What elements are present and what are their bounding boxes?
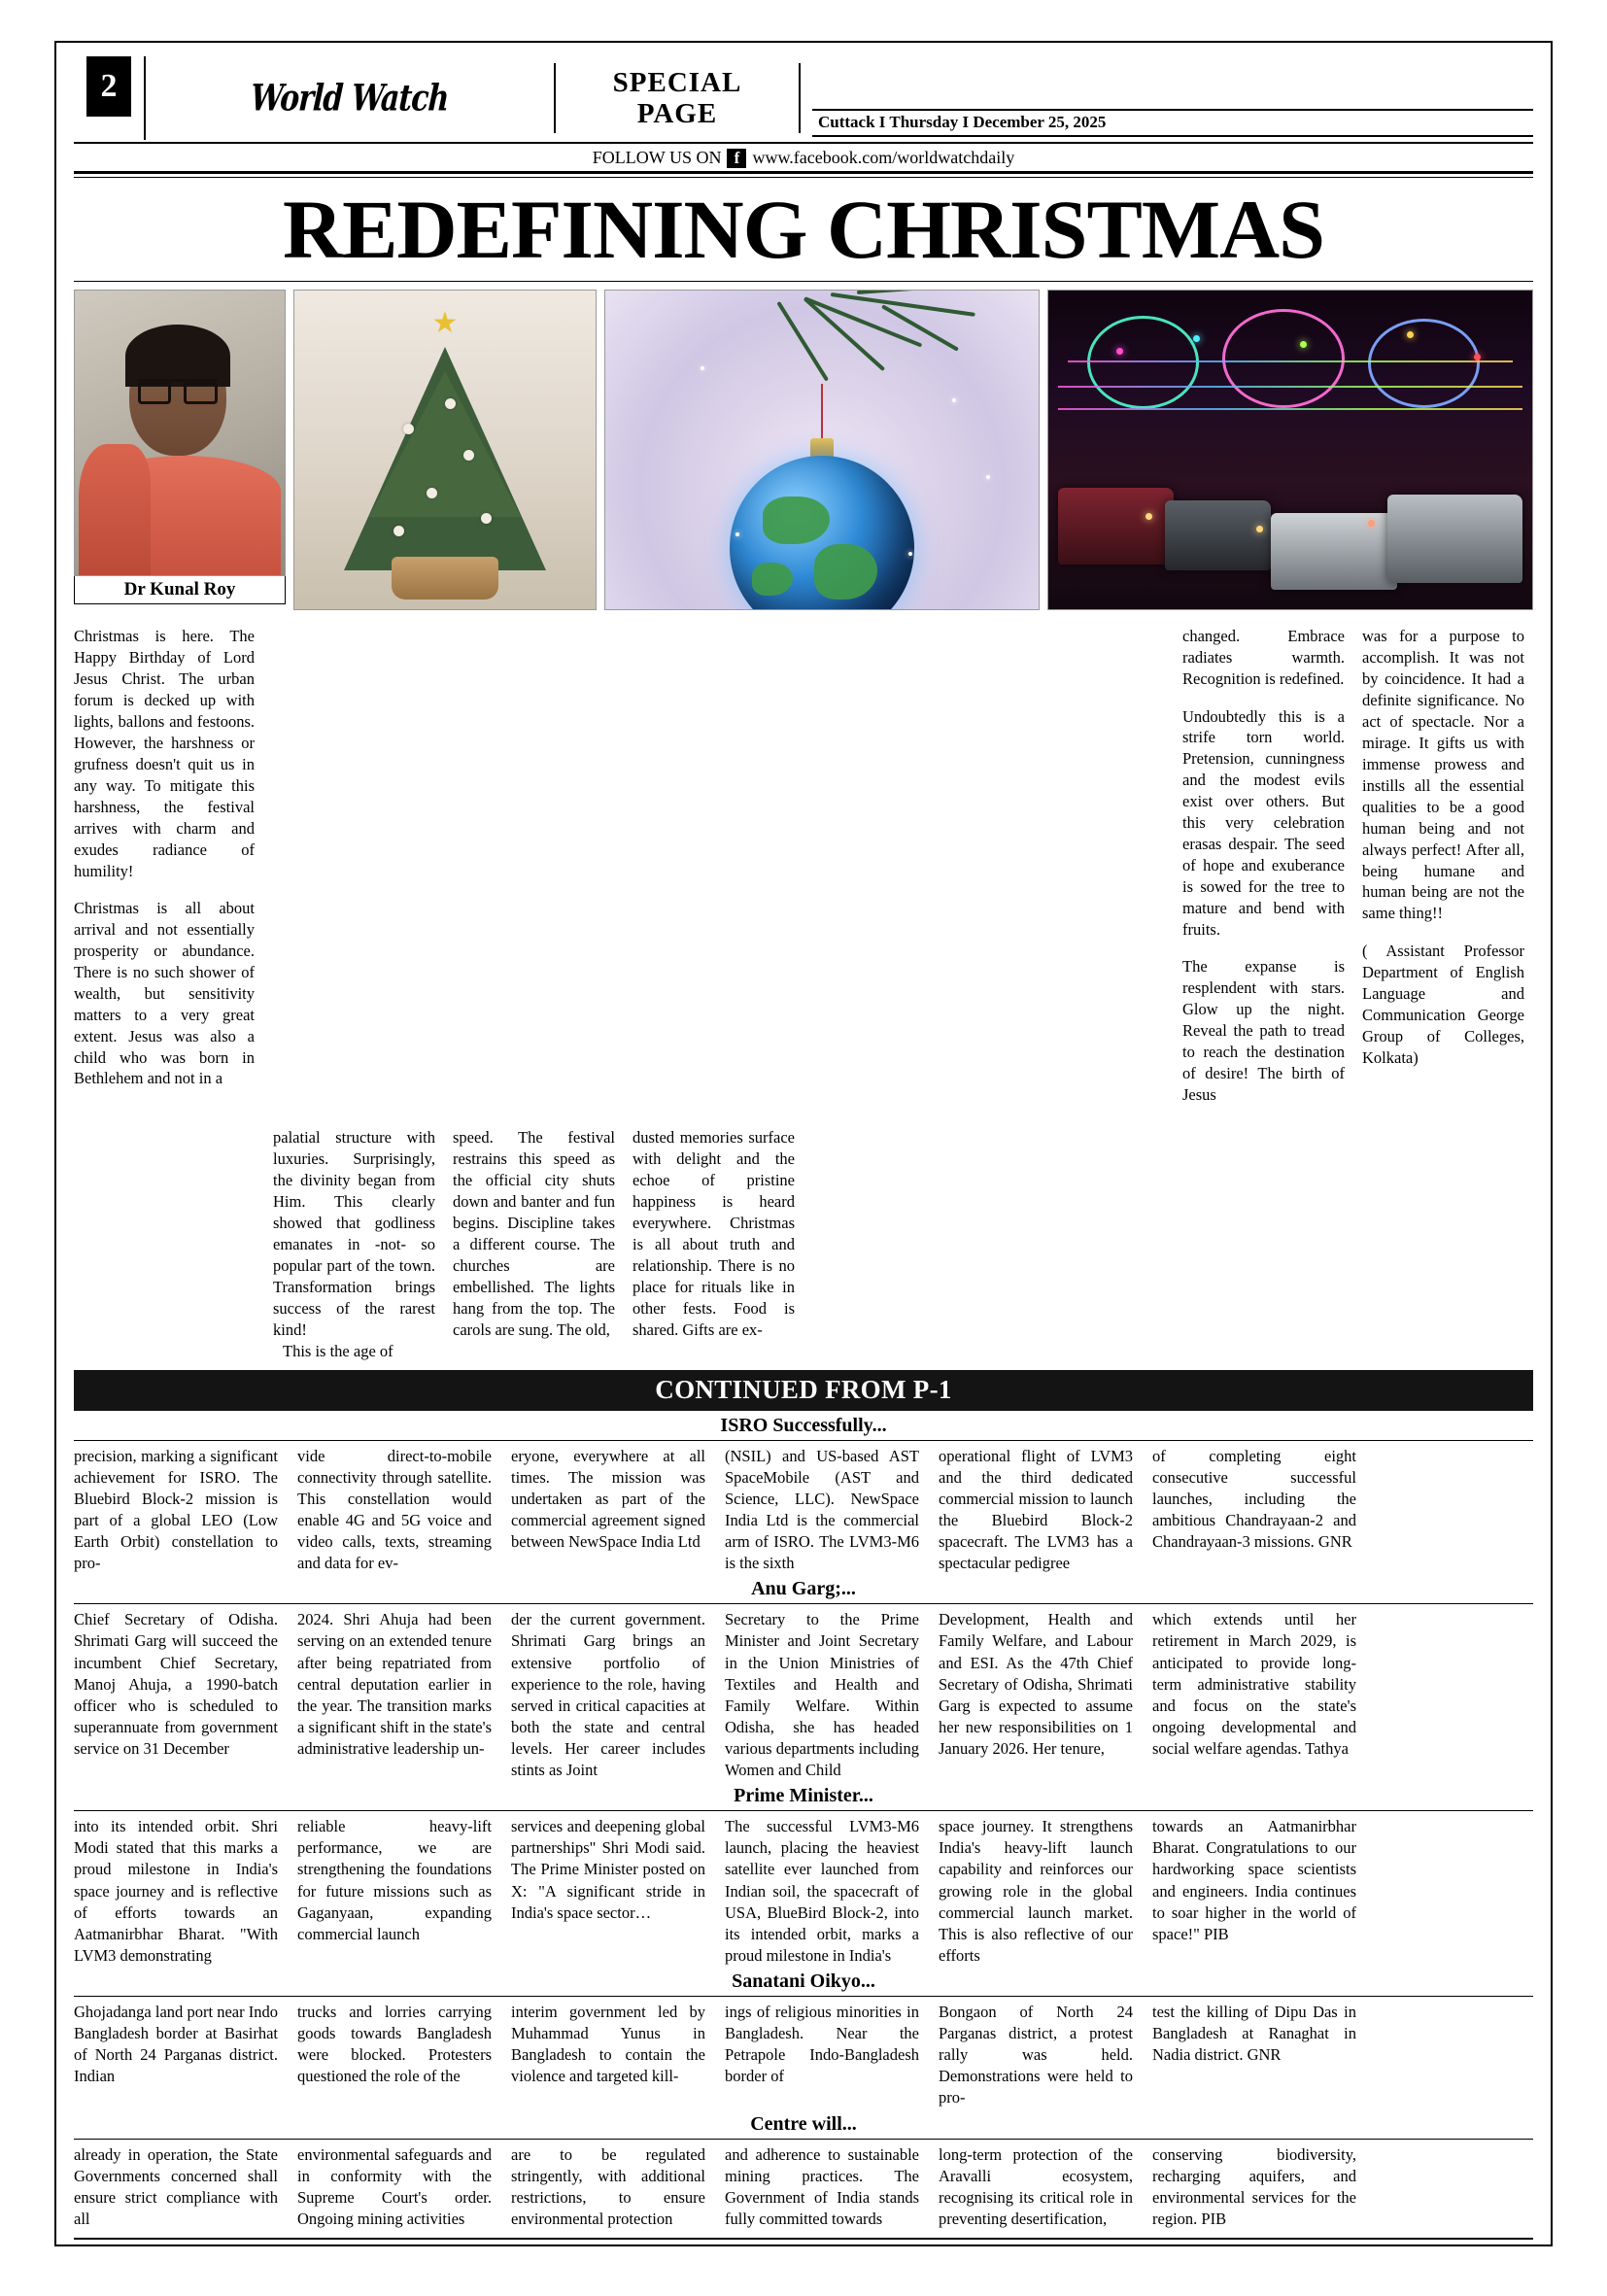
author-credit: ( Assistant Professor Department of English Language and Communication George Group of Colleges, Kolkata) [1362,941,1524,1067]
lead-col1-para2: Christmas is all about arrival and not essentially prosperity or abundance. There is no such shower of wealth, but sensitivity matters to a very great extent. Jesus was also a child who was born in Bethlehem and not in a [74,898,255,1088]
lead-col2-para2: This is the age of [283,1341,393,1360]
lead-col5-para2: Undoubtedly this is a strife torn world. Pretension, cunningness and the modest evils exist over others. But this very celebration erasas despair. The seed of hope and exuberance is sowed for the tree to mature and bend with fruits. [1182,706,1345,939]
masthead-right [144,56,1533,140]
story-centre-col6: conserving biodiversity, recharging aquifers, and environmental services for the region. PIB [1152,2144,1356,2228]
facebook-url[interactable]: www.facebook.com/worldwatchdaily [752,148,1015,167]
christmas-tree-photo [293,290,597,610]
story-pm-col6: towards an Aatmanirbhar Bharat. Congratulations to our hardworking space scientists and engineers. India continues to soar higher in the world of space!" PIB [1152,1817,1356,1943]
lead-col6-para1: was for a purpose to accomplish. It was not by coincidence. It had a definite significance. No act of spectacle. Nor a mirage. It gifts us with immense prowess and instills all the essential qualities to be a good human being and not always perfect! After all, being humane and human being are not the same thing!! [1362,627,1524,923]
lead-col4-para1: dusted memories surface with delight and the echoe of pristine happiness is heard everywhere. Christmas is all about truth and relationship. There is no place for rituals like in other fests. Food is shared. Gifts are ex- [633,1128,795,1339]
story-isro-col4: (NSIL) and US-based AST SpaceMobile (AST and Science, LLC). NewSpace India Ltd is the commercial arm of ISRO. The LVM3-M6 is the sixth [725,1446,919,1573]
story-pm-col5: space journey. It strengthens India's heavy-lift launch capability and reinforces our growing role in the global commercial launch market. This is also reflective of our efforts [939,1817,1133,1965]
page-number: 2 [86,56,131,117]
story-sanatani-col1: Ghojadanga land port near Indo Bangladesh border at Basirhat of North 24 Parganas district. Indian [74,2003,278,2086]
story-centre-col5: long-term protection of the Aravalli ecosystem, recognising its critical role in preventing desertification, [939,2144,1133,2228]
lead-col-6 [1353,610,1533,1122]
continued-banner: CONTINUED FROM P-1 [74,1370,1533,1411]
story-pm-col1: into its intended orbit. Shri Modi stated that this marks a proud milestone in India's space journey and is reflective of efforts towards an Aatmanirbhar Bharat. "With LVM3 demonstrating [74,1817,278,1965]
story-isro [74,1440,1533,1575]
lead-col-4 [624,1127,804,1361]
lead-right-columns [1174,610,1533,1122]
story-head-centre: Centre will... [750,2112,857,2135]
facebook-icon[interactable]: f [727,149,746,168]
lead-col5-para3: The expanse is resplendent with stars. Glow up the night. Reveal the path to tread to reach the destination of desire! The birth of Jesus [1182,957,1345,1104]
lead-lower-col-1 [74,1127,264,1361]
story-anu-col4: Secretary to the Prime Minister and Joint Secretary in the Union Ministries of Textiles and Health and Family Welfare. Within Odisha, she has headed various departments including Women and Child [725,1610,919,1780]
masthead [74,56,1533,140]
lead-col-1 [74,610,264,1122]
story-anu-col1: Chief Secretary of Odisha. Shrimati Garg will succeed the incumbent Chief Secretary, Manoj Ahuja, a 1990-batch officer who is scheduled to superannuate from government service on 31 December [74,1610,278,1759]
story-anu-garg [74,1603,1533,1781]
story-anu-col6: which extends until her retirement in March 2029, is anticipated to provide long-term administrative stability and focus on the state's ongoing developmental and social welfare agendas. Tathya [1152,1610,1356,1759]
brand-logo [146,77,554,120]
special-label-line1: SPECIAL [612,66,742,98]
story-isro-col5: operational flight of LVM3 and the third dedicated commercial mission to launch the Bluebird Block-2 spacecraft. The LVM3 has a spectacular pedigree [939,1446,1133,1573]
story-prime-minister [74,1810,1533,1967]
story-isro-col2: vide direct-to-mobile connectivity through satellite. This constellation would enable 4G and 5G voice and video calls, texts, streaming and data for ev- [297,1446,492,1573]
story-sanatani [74,1996,1533,2109]
story-sanatani-col5: Bongaon of North 24 Parganas district, a protest rally was held. Demonstrations were held to pro- [939,2003,1133,2108]
author-caption: Dr Kunal Roy [74,575,286,604]
follow-line [74,144,1533,171]
story-head-isro: ISRO Successfully... [720,1414,887,1436]
story-sanatani-col4: ings of religious minorities in Bangladesh. Near the Petrapole Indo-Bangladesh border of [725,2003,919,2086]
story-centre-col1: already in operation, the State Governments concerned shall ensure strict compliance with all [74,2144,278,2228]
special-label-line2: PAGE [636,98,718,129]
lead-story-lower [74,1127,1533,1361]
star-icon: ★ [431,306,459,339]
photo-row [74,290,1533,610]
lead-col-3 [444,1127,624,1361]
dateline-block [801,53,1533,143]
story-pm-col3: services and deepening global partnerships" Shri Modi said. The Prime Minister posted on X: "A significant stride in India's space sector… [511,1817,705,1922]
story-head-sanatani: Sanatani Oikyo... [732,1970,875,1993]
lead-col2-para1: palatial structure with luxuries. Surprisingly, the divinity began from Him. This clearly showed that godliness emanates in -not- so popular part of the town. Transformation brings success of the rarest kind! [273,1128,435,1339]
lead-lower-col-6 [983,1127,1163,1361]
street-lights-photo [1047,290,1533,610]
story-sanatani-col3: interim government led by Muhammad Yunus in Bangladesh to contain the violence and targeted kill- [511,2003,705,2086]
story-head-prime-minister: Prime Minister... [734,1785,873,1807]
author-photo [74,290,286,576]
dateline: Cuttack I Thursday I December 25, 2025 [812,109,1533,137]
lead-story-top [74,610,1533,1122]
lead-col-5 [1174,610,1353,1122]
lead-lower-col-5 [804,1127,983,1361]
brand-name: World Watch [250,77,450,120]
story-anu-col3: der the current government. Shrimati Garg brings an extensive portfolio of experience to the role, having served in critical capacities at both the state and central levels. Her career includes stints as Joint [511,1610,705,1780]
story-anu-col2: 2024. Shri Ahuja had been serving on an extended tenure after being repatriated from central deputation earlier in the year. The transition marks a significant shift in the state's administrative leadership un- [297,1610,492,1759]
story-centre-col4: and adherence to sustainable mining practices. The Government of India stands fully committed towards [725,2144,919,2228]
story-anu-col5: Development, Health and Family Welfare, and Labour and ESI. As the 47th Chief Secretary of Odisha, Shrimati Garg is expected to assume her new responsibilities on 1 January 2026. Her tenure, [939,1610,1133,1759]
story-centre-col2: environmental safeguards and in conformity with the Supreme Court's order. Ongoing mining activities [297,2144,492,2228]
page-title: REDEFINING CHRISTMAS [283,183,1324,276]
story-isro-col6: of completing eight consecutive successful launches, including the ambitious Chandrayaan-2 and Chandrayaan-3 missions. GNR [1152,1446,1356,1552]
lead-col5-para1: changed. Embrace radiates warmth. Recognition is redefined. [1182,627,1345,689]
lead-col3-para1: speed. The festival restrains this speed as the official city shuts down and banter and fun begins. Discipline takes a different course. The churches are embellished. The lights hang from the top. The carols are sung. The old, [453,1128,615,1339]
newspaper-page [54,41,1553,2246]
author-photo-block [74,290,286,610]
special-page-label [554,63,801,134]
story-sanatani-col6: test the killing of Dipu Das in Bangladesh at Ranaghat in Nadia district. GNR [1152,2003,1356,2065]
lead-col1-para1: Christmas is here. The Happy Birthday of Lord Jesus Christ. The urban forum is decked up with lights, ballons and festoons. However, the harshness or grufness doesn't quit us in any way. To mitigate this harshness, the festival arrives with charm and exudes radiance of humility! [74,627,255,880]
follow-label: FOLLOW US ON [592,148,722,167]
ornament-globe-photo [604,290,1040,610]
story-head-anu-garg: Anu Garg;... [751,1578,856,1600]
lead-col-2 [264,1127,444,1361]
page-number-block [74,56,144,140]
story-centre-col3: are to be regulated stringently, with additional restrictions, to ensure environmental protection [511,2144,705,2228]
page-bottom-rule [74,2238,1533,2240]
story-pm-col4: The successful LVM3-M6 launch, placing the heaviest satellite ever launched from Indian soil, the spacecraft of USA, BlueBird Block-2, into its intended orbit, marks a proud milestone in India's [725,1817,919,1965]
story-isro-col3: eryone, everywhere at all times. The mission was undertaken as part of the commercial agreement signed between NewSpace India Ltd [511,1446,705,1552]
story-pm-col2: reliable heavy-lift performance, we are strengthening the foundations for future missions such as Gaganyaan, expanding commercial launch [297,1817,492,1943]
story-sanatani-col2: trucks and lorries carrying goods towards Bangladesh were blocked. Protesters questioned the role of the [297,2003,492,2086]
story-centre [74,2139,1533,2230]
story-isro-col1: precision, marking a significant achievement for ISRO. The Bluebird Block-2 mission is part of a global LEO (Low Earth Orbit) constellation to pro- [74,1446,278,1573]
headline-rule [74,281,1533,282]
header-double-rule [74,171,1533,178]
